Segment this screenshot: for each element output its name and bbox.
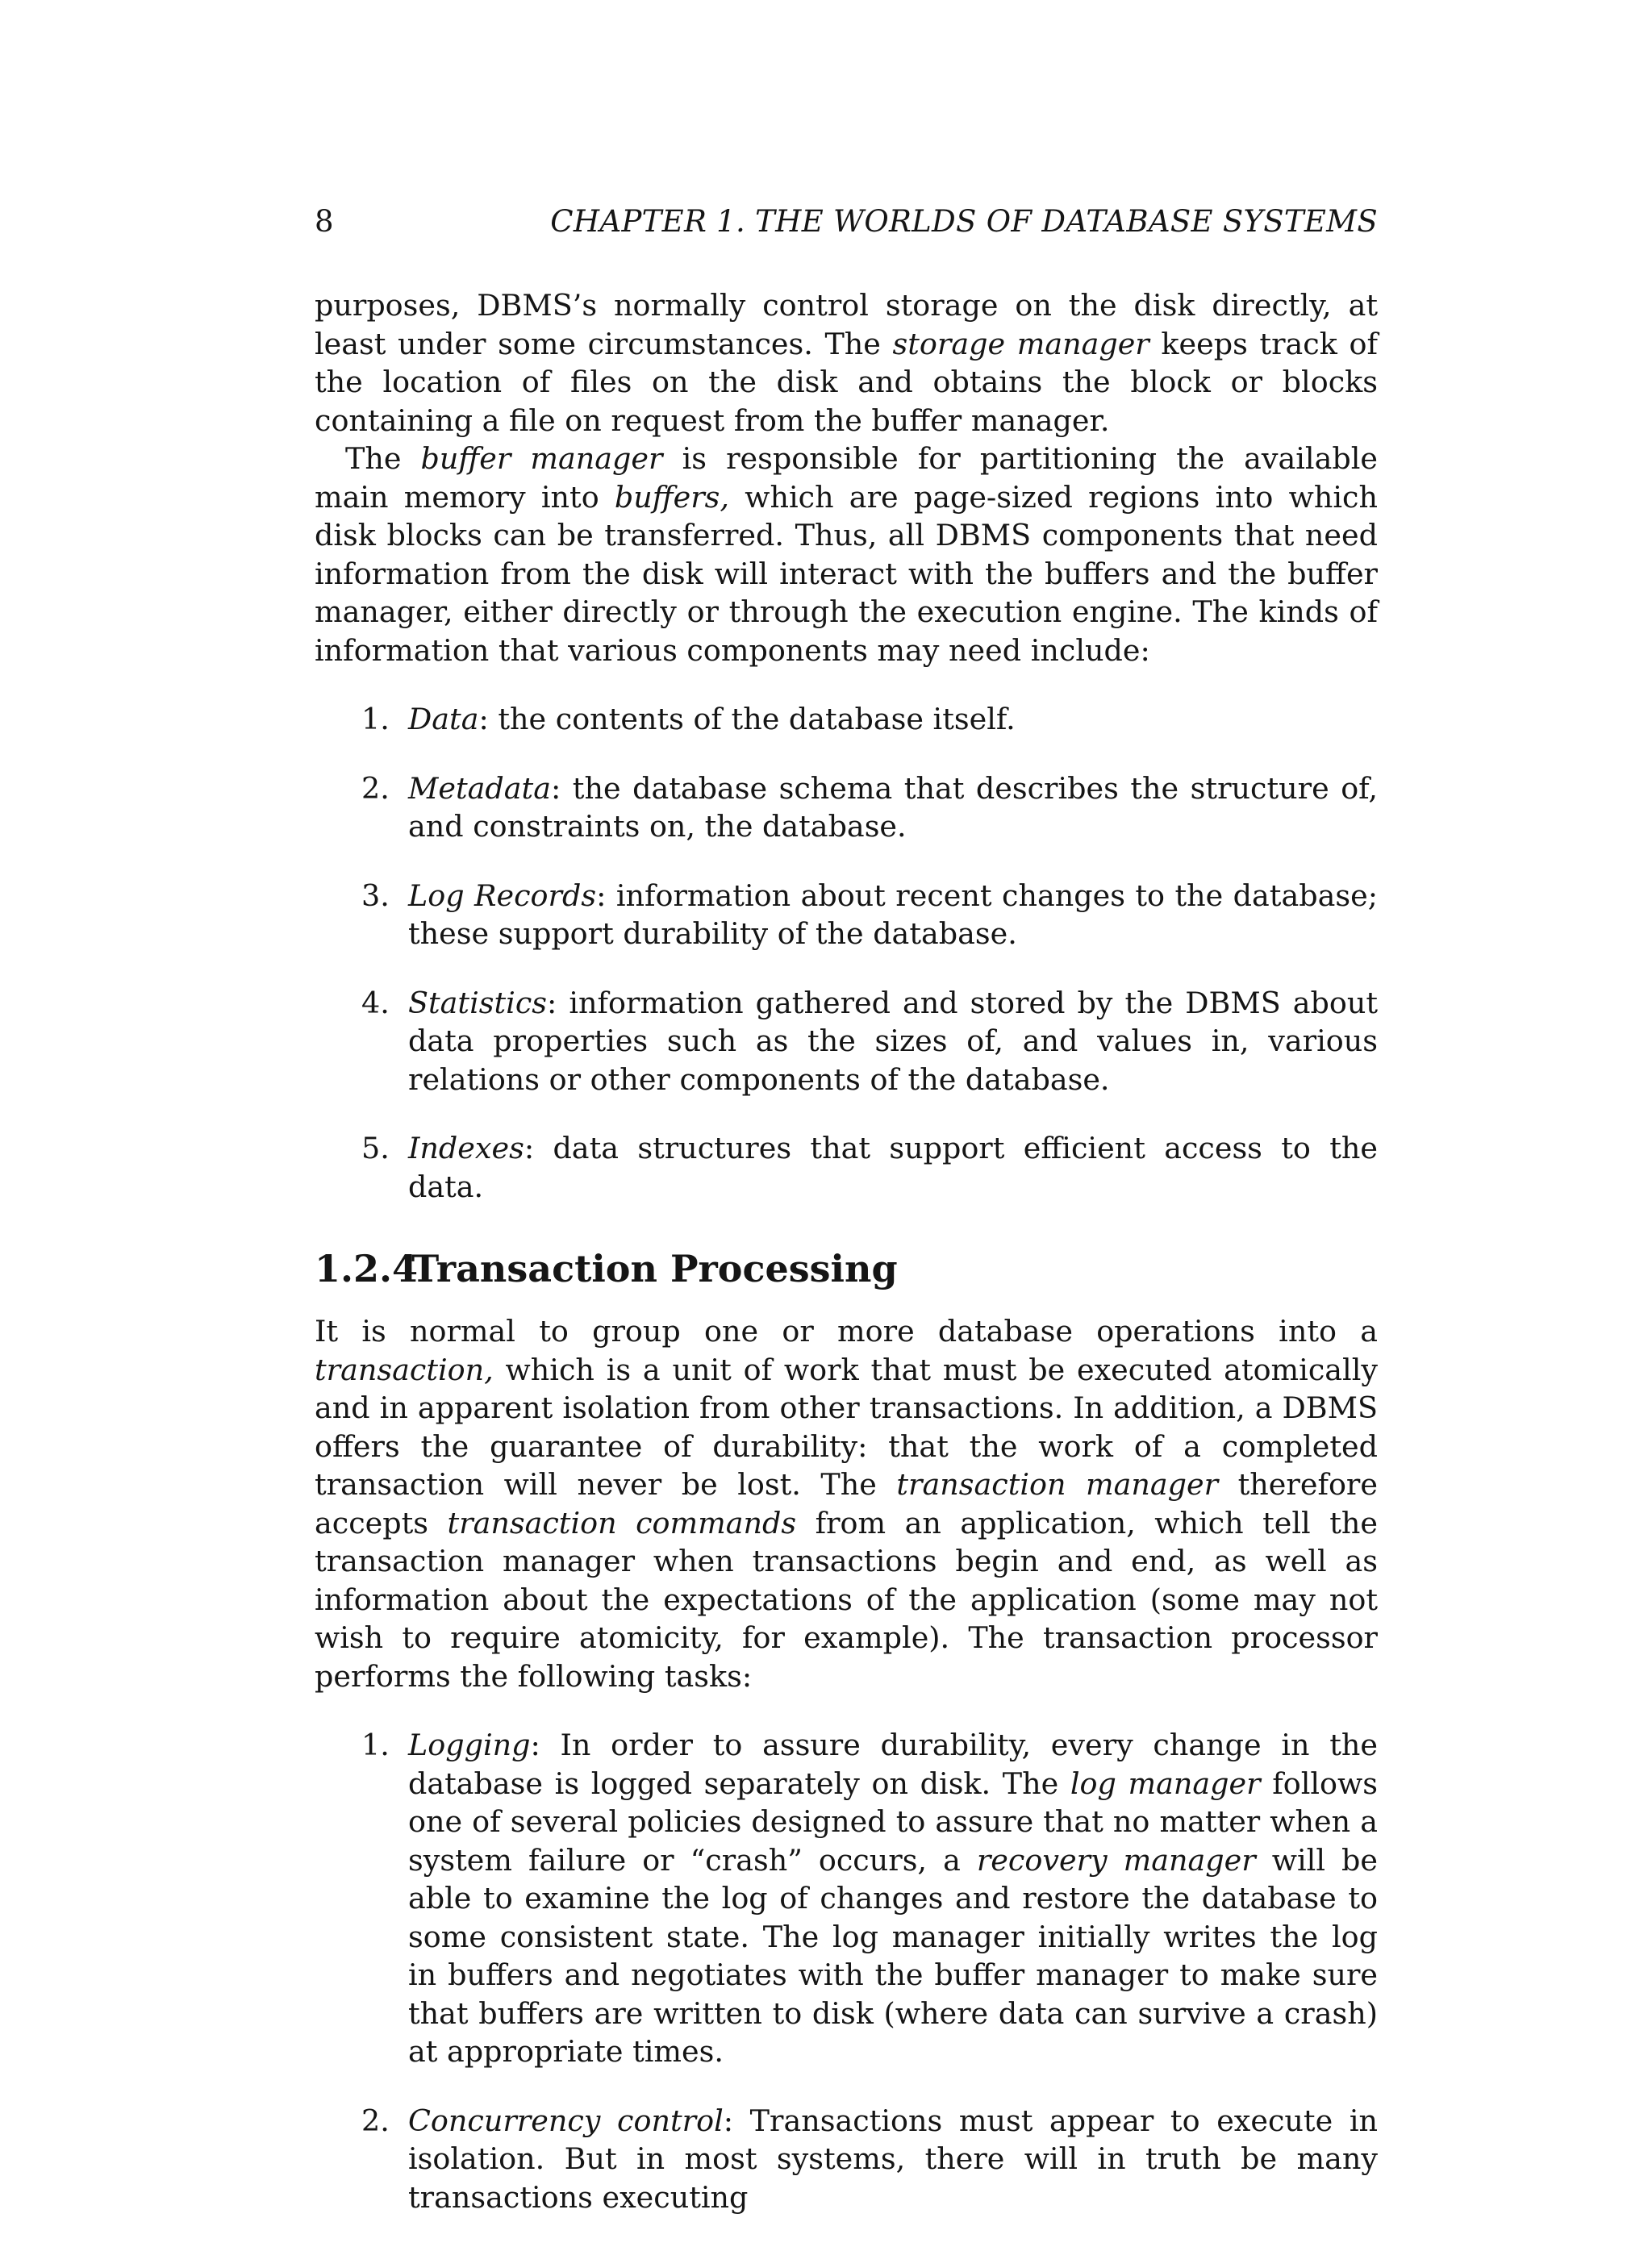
text-run: will be able to examine the log of changes and restore the database to some consistent state. The log manager initially writes the log in buffers and negotiates with the buffer manager to make sure that buffers are written to disk (where data can survive a crash) at appropriate times.: [408, 1842, 1378, 2069]
list-text: : data structures that support efficient access to the data.: [408, 1131, 1378, 1204]
list-item-concurrency-control: [361, 2102, 1378, 2217]
list-item: [361, 877, 1378, 953]
text-run: : In order to assure durability, every change in the database is logged separately on disk. The: [408, 1728, 1378, 1801]
text-run: keeps track of the location of files on the disk and obtains the block or blocks containing a file on request from the buffer manager.: [315, 326, 1378, 438]
list-term: Concurrency control: [408, 2103, 724, 2138]
term-transaction-commands: transaction commands: [447, 1505, 797, 1540]
section-heading: [315, 1244, 1378, 1293]
paragraph-storage-manager: [315, 286, 1378, 440]
list-item-logging: [361, 1726, 1378, 2071]
term-log-manager: log manager: [1070, 1766, 1261, 1801]
term-buffers: buffers,: [614, 479, 730, 515]
list-number: 2.: [361, 2103, 390, 2138]
list-text: : information about recent changes to the database; these support durability of the database.: [408, 878, 1378, 951]
term-recovery-manager: recovery manager: [976, 1842, 1256, 1878]
paragraph-buffer-manager: [315, 440, 1378, 669]
text-run: which are page-sized regions into which disk blocks can be transferred. Thus, all DBMS components that need information from the disk will interact with the buffers and the buffer manager, either directly or through the execution engine. The kinds of information that various components may need include:: [315, 479, 1378, 668]
list-item: [361, 769, 1378, 846]
list-term: Indexes: [408, 1131, 524, 1165]
text-run: therefore accepts: [315, 1467, 1378, 1540]
text-run: The: [345, 441, 421, 476]
list-text: : the database schema that describes the structure of, and constraints on, the database.: [408, 770, 1378, 844]
page-number: 8: [315, 204, 334, 239]
transaction-tasks-list: [361, 1726, 1378, 2216]
list-item: [361, 984, 1378, 1099]
section-number: 1.2.4: [315, 1247, 419, 1290]
book-page: [315, 0, 1379, 2215]
text-run: which is a unit of work that must be executed atomically and in apparent isolation from other transactions. In addition, a DBMS offers the guarantee of durability: that the work of a completed transaction will never be lost. The: [315, 1352, 1378, 1502]
text-run: It is normal to group one or more database operations into a: [315, 1314, 1378, 1349]
information-kinds-list: [361, 700, 1378, 1206]
section-title: Transaction Processing: [411, 1247, 898, 1290]
list-number: 5.: [361, 1131, 390, 1165]
text-run: : Transactions must appear to execute in isolation. But in most systems, there will in truth be many transactions executing: [408, 2103, 1379, 2215]
page-body: [315, 286, 1378, 2247]
list-text: : information gathered and stored by the DBMS about data properties such as the sizes of, and values in, various relations or other components of the database.: [408, 985, 1378, 1097]
list-item: [361, 700, 1378, 739]
list-number: 4.: [361, 985, 390, 1020]
list-number: 1.: [361, 1728, 390, 1762]
list-item: [361, 1129, 1378, 1206]
list-term: Data: [408, 702, 479, 736]
list-number: 3.: [361, 878, 390, 913]
list-term: Logging: [408, 1728, 531, 1762]
text-run: follows one of several policies designed to assure that no matter when a system failure or “crash” occurs, a: [408, 1766, 1378, 1878]
list-number: 2.: [361, 770, 390, 806]
list-term: Metadata: [408, 770, 551, 806]
text-run: is responsible for partitioning the available main memory into: [315, 441, 1378, 515]
list-term: Statistics: [408, 985, 548, 1020]
term-storage-manager: storage manager: [892, 326, 1149, 361]
term-transaction: transaction,: [315, 1352, 494, 1387]
text-run: purposes, DBMS’s normally control storage on the disk directly, at least under some circumstances. The: [315, 288, 1378, 361]
term-transaction-manager: transaction manager: [896, 1467, 1219, 1502]
running-title: CHAPTER 1. THE WORLDS OF DATABASE SYSTEMS: [550, 204, 1378, 239]
list-term: Log Records: [408, 878, 597, 913]
text-run: from an application, which tell the transaction manager when transactions begin and end, as well as information about the expectations of the application (some may not wish to require atomicity, for example). The transaction processor performs the following tasks:: [315, 1505, 1378, 1694]
term-buffer-manager: buffer manager: [420, 441, 663, 476]
list-number: 1.: [361, 702, 390, 736]
running-header: [315, 202, 1378, 242]
list-text: : the contents of the database itself.: [478, 702, 1016, 736]
paragraph-transaction: [315, 1312, 1378, 1695]
